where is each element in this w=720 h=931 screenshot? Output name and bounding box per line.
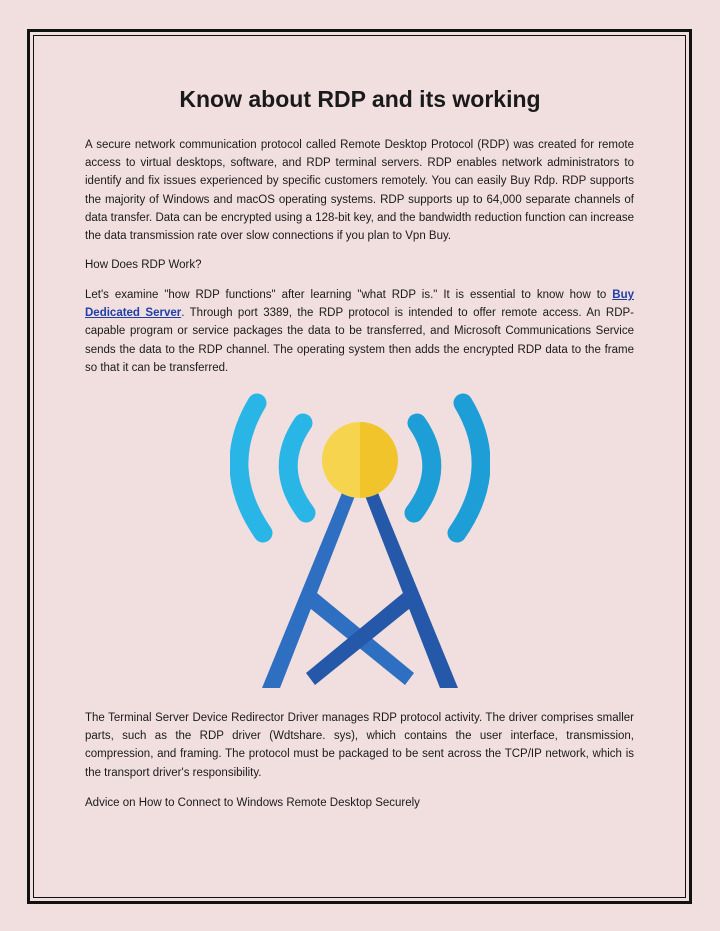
paragraph-text: Let's examine "how RDP functions" after learning "what RDP is." It is essential to know how to (85, 289, 613, 301)
section-heading-how-rdp-works: How Does RDP Work? (85, 259, 202, 271)
how-rdp-works-paragraph (85, 286, 634, 377)
section-heading-advice: Advice on How to Connect to Windows Remote Desktop Securely (85, 797, 420, 809)
buy-dedicated-server-link[interactable]: Buy Dedicated Server (85, 289, 634, 320)
signal-wave-left-outer (239, 403, 263, 533)
paragraph-text: . Through port 3389, the RDP protocol is intended to offer remote access. An RDP-capable program or service packages the data to be transferred, and Microsoft Communications Service sends the data to the RDP channel. The operating system then adds the encrypted RDP data to the frame so that it can be transferred. (85, 307, 634, 374)
intro-paragraph: A secure network communication protocol called Remote Desktop Protocol (RDP) was created for remote access to virtual desktops, software, and RDP terminal servers. RDP enables network administrators to identify and fix issues experienced by specific customers remotely. You can easily Buy Rdp. RDP supports the majority of Windows and macOS operating systems. RDP supports up to 64,000 separate channels of data transfer. Data can be encrypted using a 128-bit key, and the bandwidth reduction function can increase the data transmission rate over slow connections if you plan to Vpn Buy. (85, 139, 634, 243)
signal-wave-left-inner (288, 423, 306, 513)
signal-wave-right-outer (457, 403, 481, 533)
radio-tower-icon (230, 383, 490, 703)
document-title: Know about RDP and its working (179, 86, 541, 112)
tower-bulb-left (322, 422, 360, 498)
driver-paragraph: The Terminal Server Device Redirector Driver manages RDP protocol activity. The driver comprises smaller parts, such as the RDP driver (Wdtshare. sys), which contains the user interface, transmission, compression, and framing. The protocol must be packaged to be sent across the TCP/IP network, which is the transport driver's responsibility. (85, 712, 634, 779)
signal-wave-right-inner (414, 423, 432, 513)
tower-bulb-right (360, 422, 398, 498)
